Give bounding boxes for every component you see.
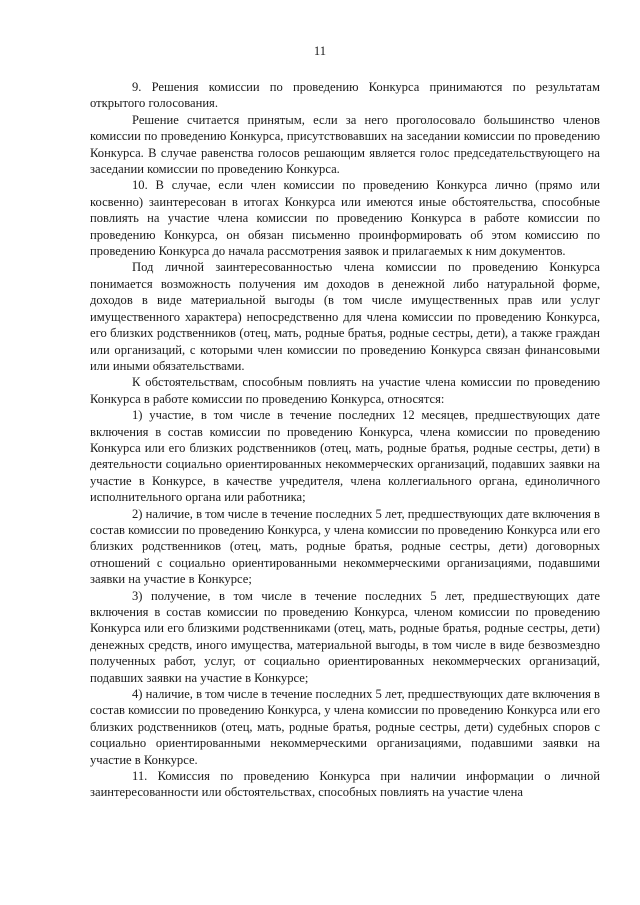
paragraph-circumstances-intro: К обстоятельствам, способным повлиять на участие члена комиссии по проведению Конкурса в работе комиссии по проведению Конкурса, относятся: bbox=[90, 375, 600, 406]
paragraph-personal-interest: Под личной заинтересованностью члена комиссии по проведению Конкурса понимается возможность получения им доходов в денежной либо натуральной форме, доходов в виде материальной выгоды (в том числе имущественных прав или услуг имущественного характера) непосредственно для члена комиссии по проведению Конкурса, его близких родственников (отец, мать, родные братья, родные сестры, дети), а также граждан или организаций, с которыми член комиссии по проведению Конкурса связан финансовыми или иными обязательствами. bbox=[90, 260, 600, 373]
paragraph-9-decisions: 9. Решения комиссии по проведению Конкурса принимаются по результатам открытого голосования. bbox=[90, 80, 600, 111]
paragraph-decision-majority: Решение считается принятым, если за него проголосовало большинство членов комиссии по проведению Конкурса, присутствовавших на заседании комиссии по проведению Конкурса. В случае равенства голосов решающим является голос председательствующего на заседании комиссии по проведению Конкурса. bbox=[90, 112, 600, 177]
page-number: 11 bbox=[313, 44, 327, 58]
list-item-2-contracts: 2) наличие, в том числе в течение последних 5 лет, предшествующих дате включения в состав комиссии по проведению Конкурса, у члена комиссии по проведению Конкурса или его близких родственников (отец, мать, родные братья, родные сестры, дети) договорных отношений с социально ориентированными некоммерческими организациями, подавшими заявки на участие в Конкурсе; bbox=[90, 506, 600, 587]
paragraph-11-commission: 11. Комиссия по проведению Конкурса при наличии информации о личной заинтересованности или обстоятельствах, способных повлиять на участие члена bbox=[90, 769, 600, 800]
list-item-1-participation: 1) участие, в том числе в течение последних 12 месяцев, предшествующих дате включения в состав комиссии по проведению Конкурса, члена комиссии по проведению Конкурса или его близких родственников (отец, мать, родные братья, родные сестры, дети) в деятельности социально ориентированных некоммерческих организаций, подавших заявки на участие в Конкурсе, в качестве учредителя, члена коллегиального органа, единоличного исполнительного органа или работника; bbox=[90, 408, 600, 505]
document-body bbox=[90, 79, 600, 801]
list-item-3-receipt: 3) получение, в том числе в течение последних 5 лет, предшествующих дате включения в состав комиссии по проведению Конкурса, членом комиссии по проведению Конкурса или его близкими родственниками (отец, мать, родные братья, родные сестры, дети) денежных средств, иного имущества, материальной выгоды, в том числе в виде безвозмездно полученных работ, услуг, от социально ориентированных некоммерческих организаций, подавших заявки на участие в Конкурсе; bbox=[90, 588, 600, 685]
paragraph-10-conflict: 10. В случае, если член комиссии по проведению Конкурса лично (прямо или косвенно) заинтересован в итогах Конкурса или имеются иные обстоятельства, способные повлиять на участие члена комиссии по проведению Конкурса в работе комиссии по проведению Конкурса, он обязан письменно проинформировать об этом комиссию по проведению Конкурса до начала рассмотрения заявок и прилагаемых к ним документов. bbox=[90, 178, 600, 259]
list-item-4-disputes: 4) наличие, в том числе в течение последних 5 лет, предшествующих дате включения в состав комиссии по проведению Конкурса, у члена комиссии по проведению Конкурса или его близких родственников (отец, мать, родные братья, родные сестры, дети) судебных споров с социально ориентированными некоммерческими организациями, подавшими заявки на участие в Конкурсе. bbox=[90, 687, 600, 767]
